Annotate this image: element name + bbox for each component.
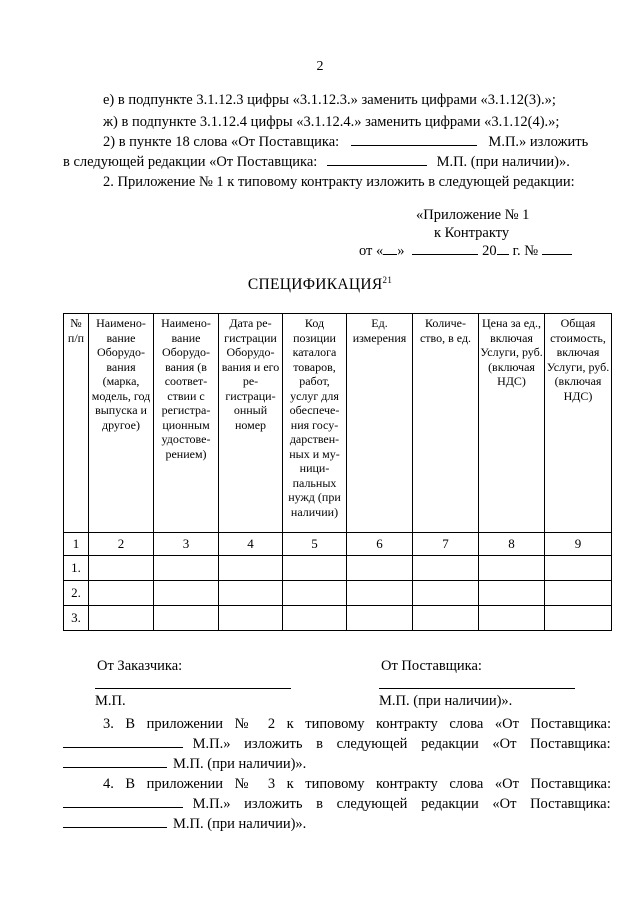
blank-line xyxy=(542,242,572,255)
specification-title xyxy=(0,275,640,294)
table-cell xyxy=(347,581,413,606)
page-number: 2 xyxy=(316,59,324,74)
table-cell xyxy=(347,606,413,631)
table-cell xyxy=(479,556,545,581)
amendment-annex3-line2 xyxy=(63,795,611,813)
amendment-2-line1 xyxy=(103,133,611,151)
column-number: 6 xyxy=(347,533,413,556)
column-number: 3 xyxy=(154,533,219,556)
table-cell xyxy=(154,556,219,581)
table-cell xyxy=(479,581,545,606)
table-cell xyxy=(413,581,479,606)
amendment-2-line2 xyxy=(63,153,570,171)
table-cell xyxy=(347,556,413,581)
table-header-row xyxy=(64,314,612,533)
blank-line xyxy=(63,795,183,808)
column-number: 9 xyxy=(545,533,612,556)
amendment-annex3-line2-text: М.П.» изложить в следующей редакции «От Поставщика: xyxy=(192,796,611,812)
amendment-annex3-line3-text: М.П. (при наличии)». xyxy=(173,816,307,832)
table-header-cell: Ед. измерения xyxy=(347,314,413,533)
column-number: 1 xyxy=(64,533,89,556)
blank-line xyxy=(63,735,183,748)
table-cell xyxy=(89,556,154,581)
blank-line xyxy=(383,242,397,255)
table-cell xyxy=(219,606,283,631)
annex-contract: к Контракту xyxy=(434,225,510,241)
table-cell xyxy=(479,606,545,631)
amendment-annex2-line2-text: М.П.» изложить в следующей редакции «От Поставщика: xyxy=(192,736,611,752)
amendment-annex2-line1: 3. В приложении № 2 к типовому контракту слова «От Поставщика: xyxy=(103,716,611,732)
table-cell xyxy=(545,556,612,581)
amendment-2-text-mid: М.П.» изложить xyxy=(488,134,589,150)
table-cell xyxy=(154,581,219,606)
annex-number-label: г. № xyxy=(512,243,539,259)
table-cell xyxy=(413,556,479,581)
amendment-annex3-line3 xyxy=(63,815,306,833)
blank-line xyxy=(63,815,167,828)
row-number: 3. xyxy=(64,606,89,631)
supplier-signature-line xyxy=(379,688,575,689)
table-header-cell: Цена за ед., включая Услуги, руб. (включая НДС) xyxy=(479,314,545,533)
table-cell xyxy=(545,606,612,631)
table-row xyxy=(64,581,612,606)
annex-date-prefix: от « xyxy=(359,243,384,259)
table-cell xyxy=(219,581,283,606)
blank-line xyxy=(327,153,427,166)
amendment-2-line2-start: в следующей редакции «От Поставщика: xyxy=(63,154,318,170)
blank-line xyxy=(63,755,167,768)
row-number: 1. xyxy=(64,556,89,581)
table-header-cell: Количе- ство, в ед. xyxy=(413,314,479,533)
amendment-annex2-line3 xyxy=(63,755,306,773)
amendment-annex3-line1: 4. В приложении № 3 к типовому контракту слова «От Поставщика: xyxy=(103,776,611,792)
customer-signature-label: От Заказчика: xyxy=(97,658,183,674)
annex-date-year: 20 xyxy=(482,243,497,259)
amendment-zh: ж) в подпункте 3.1.12.4 цифры «3.1.12.4.» заменить цифрами «3.1.12(4).»; xyxy=(103,114,560,130)
amendment-annex2-line2 xyxy=(63,735,611,753)
amendment-e: е) в подпункте 3.1.12.3 цифры «3.1.12.3.» заменить цифрами «3.1.12(3).»; xyxy=(103,92,556,108)
table-header-cell: Дата ре- гистрации Оборудо- вания и его ре- гистраци- онный номер xyxy=(219,314,283,533)
supplier-stamp-label: М.П. (при наличии)». xyxy=(379,693,513,709)
table-cell xyxy=(89,606,154,631)
table-header-cell: Код позиции каталога товаров, работ, услуг для обеспече- ния госу- дарствен- ных и му- ници- пальных нужд (при наличии) xyxy=(283,314,347,533)
specification-table xyxy=(63,313,612,631)
amendment-annex1: 2. Приложение № 1 к типовому контракту изложить в следующей редакции: xyxy=(103,174,575,190)
supplier-signature-label: От Поставщика: xyxy=(381,658,482,674)
column-number: 7 xyxy=(413,533,479,556)
table-row xyxy=(64,556,612,581)
annex-title: «Приложение № 1 xyxy=(416,207,530,223)
footnote-ref: 21 xyxy=(382,275,393,285)
column-number: 4 xyxy=(219,533,283,556)
table-header-cell: Наимено- вание Оборудо- вания (марка, модель, год выпуска и другое) xyxy=(89,314,154,533)
customer-stamp-label: М.П. xyxy=(95,693,126,709)
table-header-cell: Общая стоимость, включая Услуги, руб. (включая НДС) xyxy=(545,314,612,533)
column-number: 2 xyxy=(89,533,154,556)
table-cell xyxy=(545,581,612,606)
table-cell xyxy=(413,606,479,631)
table-row xyxy=(64,606,612,631)
specification-title-text: СПЕЦИФИКАЦИЯ xyxy=(247,276,383,294)
blank-line xyxy=(351,133,477,146)
blank-line xyxy=(412,242,478,255)
table-cell xyxy=(219,556,283,581)
column-number: 5 xyxy=(283,533,347,556)
column-number: 8 xyxy=(479,533,545,556)
amendment-2-text-start: 2) в пункте 18 слова «От Поставщика: xyxy=(103,134,340,150)
row-number: 2. xyxy=(64,581,89,606)
table-cell xyxy=(89,581,154,606)
table-cell xyxy=(283,556,347,581)
annex-date-quote: » xyxy=(397,243,405,259)
customer-signature-line xyxy=(95,688,291,689)
table-header-cell: № п/п xyxy=(64,314,89,533)
amendment-2-line2-end: М.П. (при наличии)». xyxy=(436,154,570,170)
blank-line xyxy=(497,242,509,255)
amendment-annex2-line3-text: М.П. (при наличии)». xyxy=(173,756,307,772)
table-cell xyxy=(283,581,347,606)
table-column-number-row xyxy=(64,533,612,556)
table-cell xyxy=(283,606,347,631)
annex-date-number xyxy=(359,242,572,260)
table-cell xyxy=(154,606,219,631)
table-header-cell: Наимено- вание Оборудо- вания (в соответ- ствии с регистра- ционным удостове- рением) xyxy=(154,314,219,533)
